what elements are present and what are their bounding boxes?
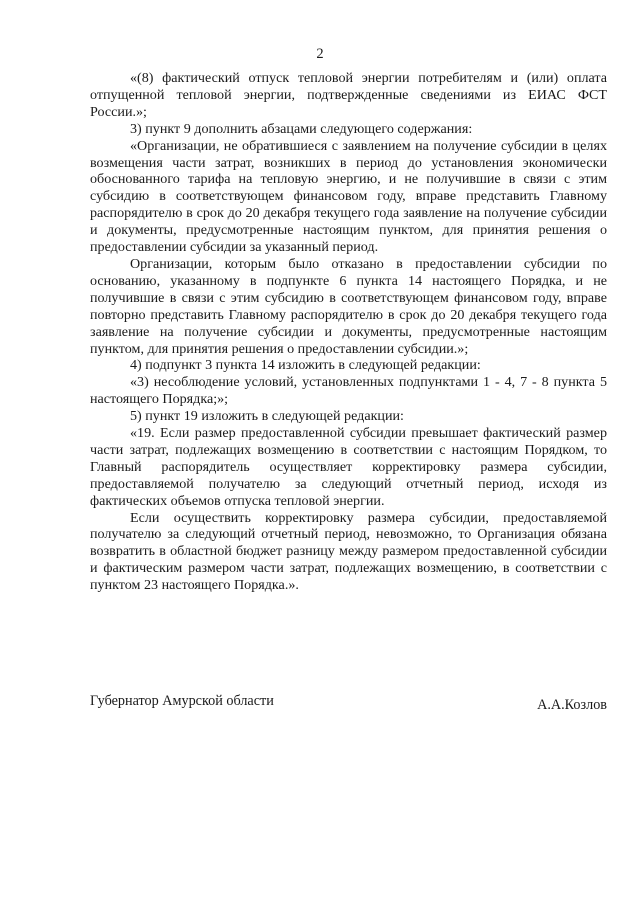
paragraph-point-4: 4) подпункт 3 пункта 14 изложить в следующей редакции: [130,357,481,374]
paragraph-subpoint-3: «3) несоблюдение условий, установленных подпунктами 1 - 4, 7 - 8 пункта 5 настоящего Порядка;»; [90,374,607,408]
paragraph-point-5: 5) пункт 19 изложить в следующей редакции: [130,408,404,425]
paragraph-organizations-not-applied: «Организации, не обратившиеся с заявлением на получение субсидии в целях возмещения части затрат, возникших в период до установления экономически обоснованного тарифа на тепловую энергию, и не получившие в связи с этим субсидию в соответствующем финансовом году, вправе представить Главному распорядителю в срок до 20 декабря текущего года заявление на получение субсидии и документы, предусмотренные настоящим пунктом, для принятия решения о предоставлении субсидии за указанный период. [90,137,607,256]
signature-position: Губернатор Амурской области [90,693,274,709]
document-body [90,70,607,594]
signature-name: А.А.Козлов [537,697,607,713]
page-number: 2 [316,46,324,62]
paragraph-item-19: «19. Если размер предоставленной субсидии превышает фактический размер части затрат, подлежащих возмещению в соответствии с настоящим Порядком, то Главный распорядитель осуществляет корректировку размера субсидии, предоставляемой получателю за следующий отчетный период, исходя из фактических объемов отпуска тепловой энергии. [90,425,607,509]
paragraph-organizations-refused: Организации, которым было отказано в предоставлении субсидии по основанию, указанному в подпункте 6 пункта 14 настоящего Порядка, и не получившие в связи с этим субсидию в соответствующем финансовом году, вправе повторно представить Главному распорядителю в срок до 20 декабря текущего года заявление на получение субсидии и документы, предусмотренные настоящим пунктом, для принятия решения о предоставлении субсидии.»; [90,255,607,357]
paragraph-item-8: «(8) фактический отпуск тепловой энергии потребителям и (или) оплата отпущенной тепловой энергии, подтвержденные сведениями из ЕИАС ФСТ России.»; [90,70,607,120]
paragraph-correction-impossible: Если осуществить корректировку размера субсидии, предоставляемой получателю за следующий отчетный период, невозможно, то Организация обязана возвратить в областной бюджет разницу между размером предоставленной субсидии и фактическим размером части затрат, подлежащих возмещению, в соответствии с пунктом 23 настоящего Порядка.». [90,509,607,594]
paragraph-point-3: 3) пункт 9 дополнить абзацами следующего содержания: [130,120,473,137]
